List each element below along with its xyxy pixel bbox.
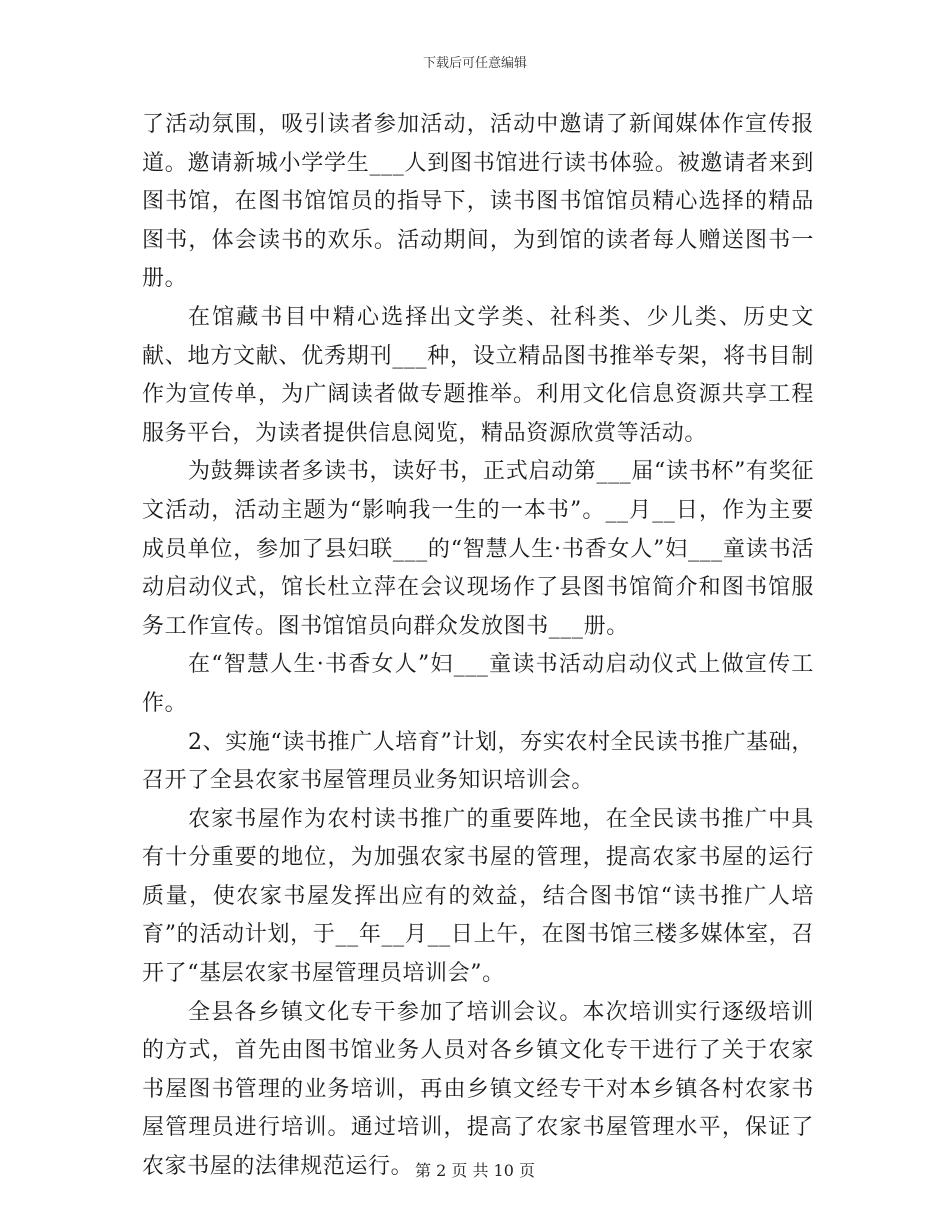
paragraph: 为鼓舞读者多读书，读好书，正式启动第___届“读书杯”有奖征文活动，活动主题为“影响我一生的一本书”。__月__日，作为主要成员单位，参加了县妇联___的“智慧人生·书香女人”妇___童读书活动启动仪式，馆长杜立萍在会议现场作了县图书馆简介和图书馆服务工作宣传。图书馆馆员向群众发放图书___册。 — [142, 459, 814, 639]
paragraph: 在“智慧人生·书香女人”妇___童读书活动启动仪式上做宣传工作。 — [142, 652, 814, 716]
header-note: 下载后可任意编辑 — [422, 56, 527, 71]
paragraph: 在馆藏书目中精心选择出文学类、社科类、少儿类、历史文献、地方文献、优秀期刊___种，设立精品图书推举专架，将书目制作为宣传单，为广阔读者做专题推举。利用文化信息资源共享工程服务平台，为读者提供信息阅览，精品资源欣赏等活动。 — [142, 304, 814, 446]
paragraph: 了活动氛围，吸引读者参加活动，活动中邀请了新闻媒体作宣传报道。邀请新城小学学生___人到图书馆进行读书体验。被邀请者来到图书馆，在图书馆馆员的指导下，读书图书馆馆员精心选择的精品图书，体会读书的欢乐。活动期间，为到馆的读者每人赠送图书一册。 — [142, 112, 814, 292]
paragraph: 农家书屋作为农村读书推广的重要阵地，在全民读书推广中具有十分重要的地位，为加强农家书屋的管理，提高农家书屋的运行质量，使农家书屋发挥出应有的效益，结合图书馆“读书推广人培育”的活动计划，于__年__月__日上午，在图书馆三楼多媒体室，召开了“基层农家书屋管理员培训会”。 — [142, 806, 814, 987]
paragraph: 2、实施“读书推广人培育”计划，夯实农村全民读书推广基础，召开了全县农家书屋管理员业务知识培训会。 — [142, 729, 814, 794]
page-number: 第 2 页 共 10 页 — [415, 1161, 535, 1180]
paragraph: 全县各乡镇文化专干参加了培训会议。本次培训实行逐级培训的方式，首先由图书馆业务人员对各乡镇文化专干进行了关于农家书屋图书管理的业务培训，再由乡镇文经专干对本乡镇各村农家书屋管理员进行培训。通过培训，提高了农家书屋管理水平，保证了农家书屋的法律规范运行。 — [142, 999, 814, 1180]
document-body — [142, 106, 814, 1187]
